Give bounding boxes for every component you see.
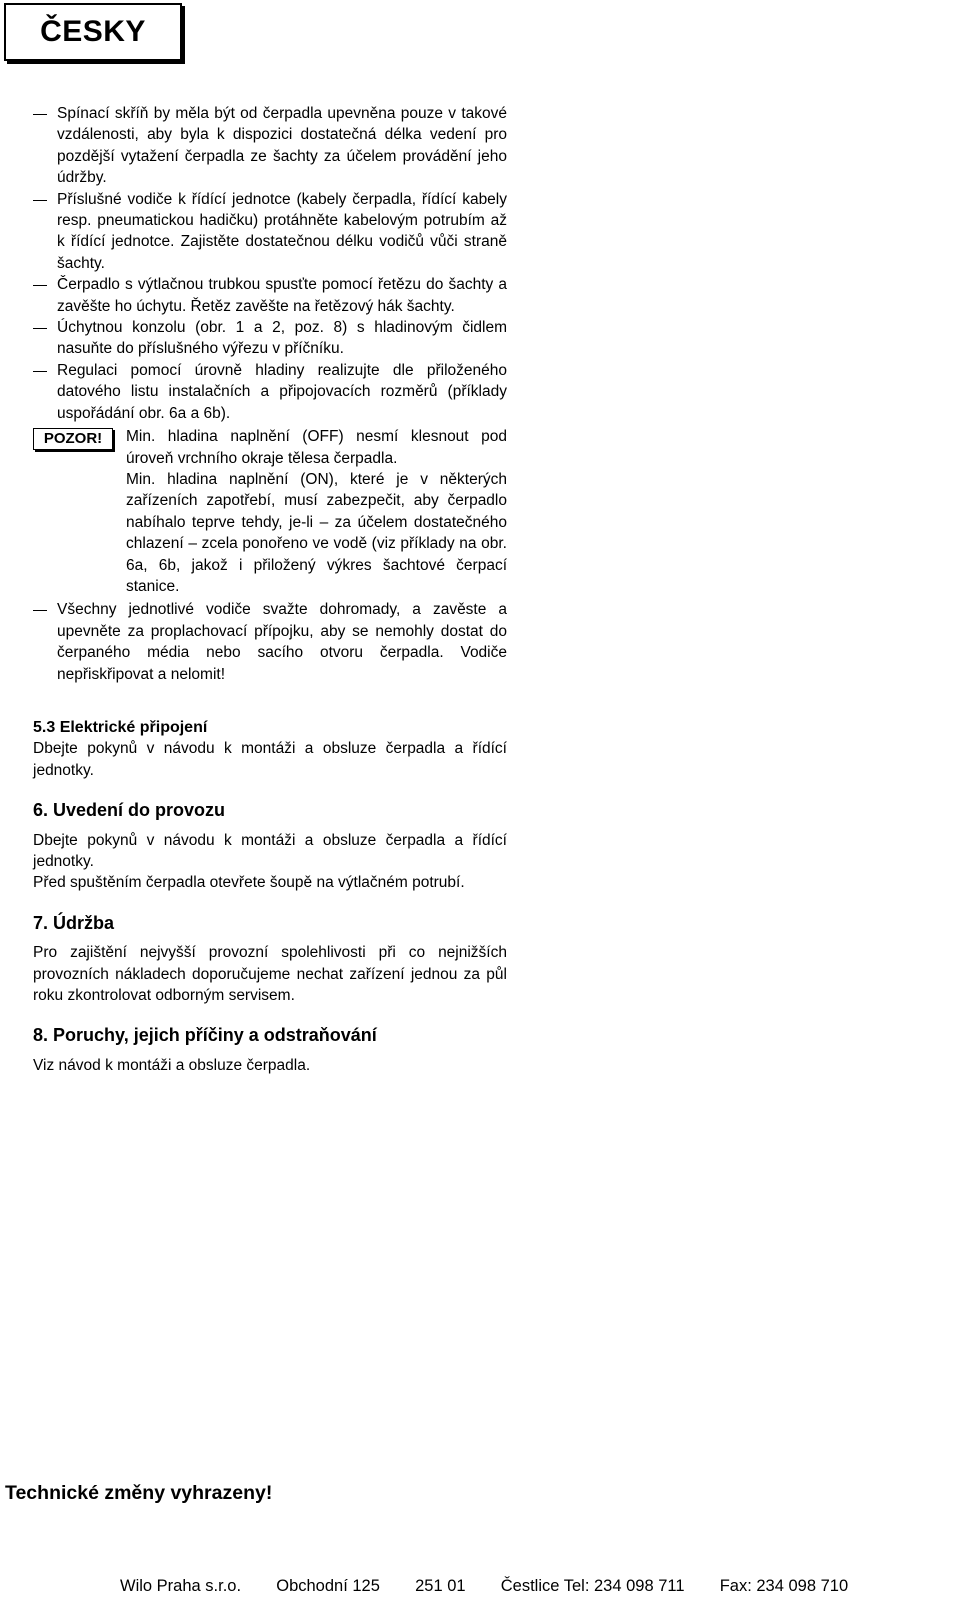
warning-block xyxy=(33,426,507,597)
footer-street: Obchodní 125 xyxy=(276,1577,380,1595)
section-title-maintenance: 7. Údržba xyxy=(33,912,115,933)
section-text-faults: Viz návod k montáži a obsluze čerpadla. xyxy=(33,1056,311,1074)
footer-zip: 251 01 xyxy=(415,1577,466,1595)
page-footer xyxy=(120,1577,848,1596)
section-text-electrical: Dbejte pokynů v návodu k montáži a obsluze čerpadla a řídící jednotky. xyxy=(33,740,507,779)
list-item: Všechny jednotlivé vodiče svažte dohromady, a zavěste a upevněte za proplachovací přípojku, aby se nemohly dostat do čerpaného média nebo sacího otvoru čerpadla. Vodiče nepřiskřipovat a nelomit! xyxy=(33,599,507,685)
section-text-startup-2: Před spuštěním čerpadla otevřete šoupě na výtlačném potrubí. xyxy=(33,874,465,892)
language-header: ČESKY xyxy=(4,3,182,61)
footer-fax: Fax: 234 098 710 xyxy=(719,1577,849,1595)
list-item: Úchytnou konzolu (obr. 1 a 2, poz. 8) s hladinovým čidlem nasuňte do příslušného výřezu v příčníku. xyxy=(33,317,507,360)
installation-bullet-list xyxy=(33,103,507,424)
list-item: Spínací skříň by měla být od čerpadla upevněna pouze v takové vzdálenosti, aby byla k dispozici dostatečná délka vedení pro pozdější vytažení čerpadla ze šachty za účelem provádění jeho údržby. xyxy=(33,103,507,189)
installation-bullet-list-end xyxy=(33,599,507,685)
warning-text-on: Min. hladina naplnění (ON), které je v některých zařízeních zapotřebí, musí zabezpečit, aby čerpadlo nabíhalo teprve tehdy, je-li – za účelem dostatečného chlazení – zcela ponořeno ve vodě (viz příklady na obr. 6a, 6b, jakož i přiložený výkres šachtové čerpací stanice. xyxy=(126,470,507,595)
section-text-startup-1: Dbejte pokynů v návodu k montáži a obsluze čerpadla a řídící jednotky. xyxy=(33,831,507,870)
main-content xyxy=(33,103,507,1076)
footer-company: Wilo Praha s.r.o. xyxy=(120,1577,242,1595)
section-title-electrical: 5.3 Elektrické připojení xyxy=(33,718,208,736)
list-item: Regulaci pomocí úrovně hladiny realizujte dle přiloženého datového listu instalačních a připojovacích rozměrů (příklady uspořádání obr. 6a a 6b). xyxy=(33,360,507,424)
technical-changes-note: Technické změny vyhrazeny! xyxy=(5,1482,273,1504)
warning-text-off: Min. hladina naplnění (OFF) nesmí klesnout pod úroveň vrchního okraje tělesa čerpadla. xyxy=(126,428,507,467)
section-title-faults: 8. Poruchy, jejich příčiny a odstraňování xyxy=(33,1025,377,1046)
list-item: Čerpadlo s výtlačnou trubkou spusťte pomocí řetězu do šachty a zavěšte ho úchytu. Řetěz zavěšte na řetězový hák šachty. xyxy=(33,274,507,317)
warning-badge: POZOR! xyxy=(33,428,113,450)
list-item: Příslušné vodiče k řídící jednotce (kabely čerpadla, řídící kabely resp. pneumatickou hadičku) protáhněte kabelovým potrubím až k řídící jednotce. Zajistěte dostatečnou délku vodičů vůči straně šachty. xyxy=(33,189,507,275)
section-text-maintenance: Pro zajištění nejvyšší provozní spolehlivosti při co nejnižších provozních nákladech doporučujeme nechat zařízení jednou za půl roku zkontrolovat odborným servisem. xyxy=(33,944,507,1005)
section-title-startup: 6. Uvedení do provozu xyxy=(33,800,226,821)
footer-city-phone: Čestlice Tel: 234 098 711 xyxy=(500,1577,685,1595)
